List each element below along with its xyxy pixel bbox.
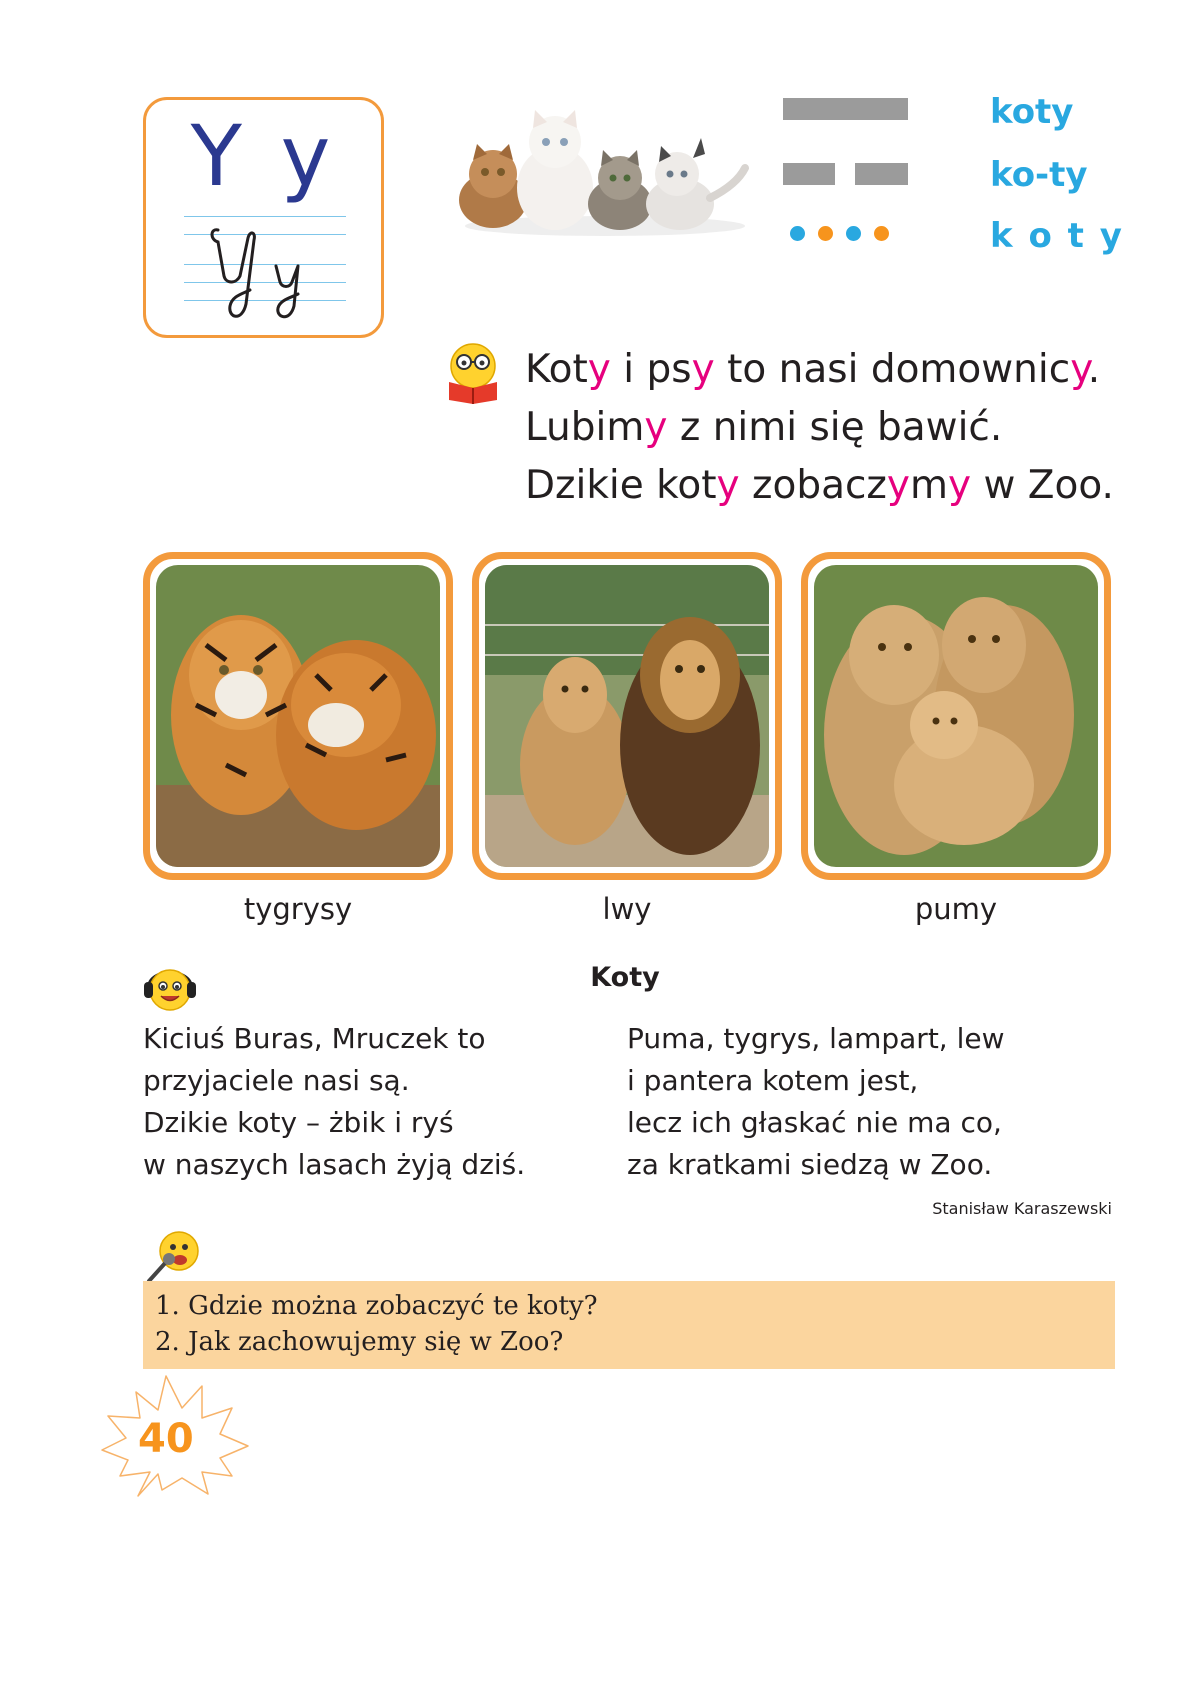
caption-pumas: pumy: [914, 892, 998, 926]
syllable-letters: k o t y: [990, 216, 1124, 256]
letter-print: Y y: [190, 107, 337, 205]
poem-line: w naszych lasach żyją dziś.: [143, 1148, 526, 1181]
poem-line: Puma, tygrys, lampart, lew: [627, 1022, 1005, 1055]
poem-right-column: [627, 1018, 1005, 1186]
syllable-bar: [855, 163, 908, 185]
poem-title: Koty: [590, 962, 660, 993]
highlighted-letter: y: [691, 347, 715, 392]
reading-text: Lubim: [525, 405, 645, 450]
microphone-smiley-icon: [143, 1227, 203, 1287]
reading-text: Kot: [525, 347, 588, 392]
photo-tigers: [143, 552, 453, 880]
question-1: 1. Gdzie można zobaczyć te koty?: [155, 1291, 598, 1321]
reading-text: z nimi się bawić.: [667, 405, 1003, 450]
highlighted-letter: y: [886, 463, 910, 508]
highlighted-letter: y: [644, 405, 668, 450]
questions-box: [143, 1281, 1115, 1369]
headphones-smiley-icon: [141, 958, 199, 1014]
photo-pumas: [801, 552, 1111, 880]
sound-dot: [818, 226, 833, 241]
highlighted-letter: y: [716, 463, 740, 508]
reading-line-3: [525, 463, 1114, 508]
poem-left-column: [143, 1018, 525, 1186]
caption-lions: lwy: [602, 892, 652, 926]
poem-line: lecz ich głaskać nie ma co,: [627, 1106, 1002, 1139]
sound-dot: [874, 226, 889, 241]
syllable-split: ko-ty: [990, 155, 1088, 195]
reading-text: Dzikie kot: [525, 463, 717, 508]
page-number: 40: [138, 1416, 194, 1462]
reading-smiley-icon: [443, 340, 503, 404]
sound-dot: [846, 226, 861, 241]
reading-line-1: [525, 347, 1101, 392]
poem-line: Kiciuś Buras, Mruczek to: [143, 1022, 486, 1055]
letter-script-drawing: [180, 218, 350, 328]
sound-dot: [790, 226, 805, 241]
kittens-photo: [455, 108, 755, 238]
reading-text: m: [910, 463, 948, 508]
highlighted-letter: y: [1070, 347, 1088, 392]
poem-line: za kratkami siedzą w Zoo.: [627, 1148, 993, 1181]
reading-text: i ps: [610, 347, 692, 392]
reading-text: zobacz: [739, 463, 887, 508]
reading-line-2: [525, 405, 1003, 450]
syllable-bar: [783, 163, 835, 185]
photo-lions: [472, 552, 782, 880]
poem-line: Dzikie koty – żbik i ryś: [143, 1106, 454, 1139]
syllable-word: koty: [990, 92, 1074, 132]
highlighted-letter: y: [587, 347, 611, 392]
poem-author: Stanisław Karaszewski: [932, 1199, 1112, 1218]
poem-line: i pantera kotem jest,: [627, 1064, 919, 1097]
reading-text: to nasi domownic: [714, 347, 1071, 392]
question-2: 2. Jak zachowujemy się w Zoo?: [155, 1327, 564, 1357]
letter-card: [143, 97, 384, 338]
poem-line: przyjaciele nasi są.: [143, 1064, 410, 1097]
ruled-line: [184, 216, 346, 217]
reading-text: .: [1087, 347, 1101, 392]
reading-text: w Zoo.: [971, 463, 1114, 508]
word-bar: [783, 98, 908, 120]
highlighted-letter: y: [948, 463, 972, 508]
caption-tigers: tygrysy: [243, 892, 353, 926]
